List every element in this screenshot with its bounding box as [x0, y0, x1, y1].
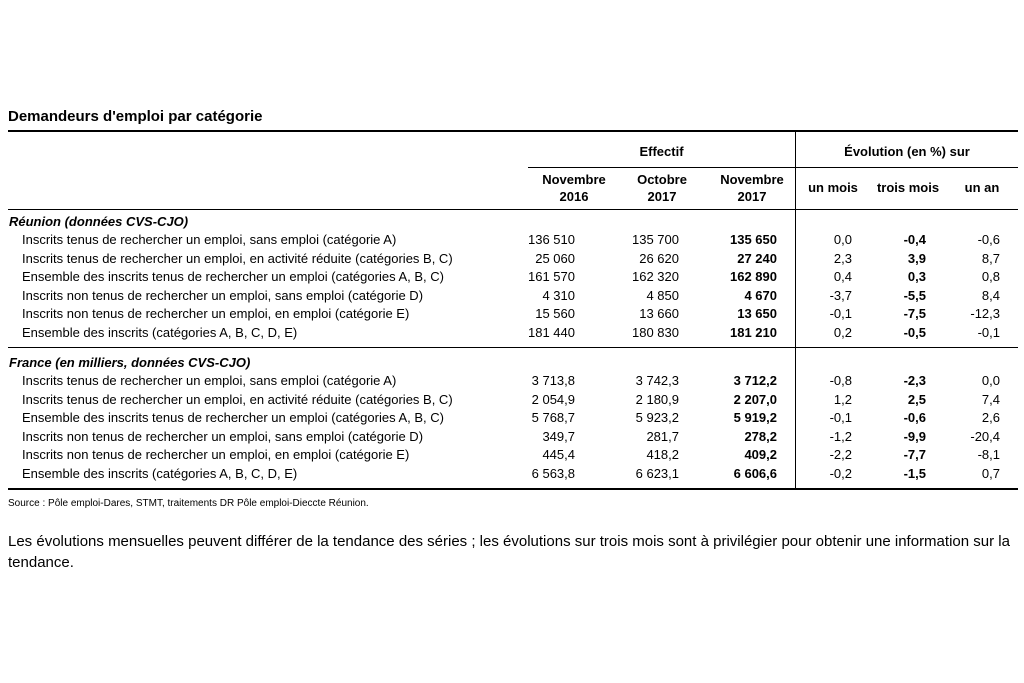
footnote-text: Les évolutions mensuelles peuvent différer de la tendance des séries ; les évolutions sur trois mois sont à privilégier pour obtenir une information sur la tendance.: [8, 533, 1010, 571]
row-label: Inscrits non tenus de rechercher un emploi, en emploi (catégorie E): [22, 447, 410, 463]
value-nov-2016: 136 510: [528, 232, 575, 247]
value-nov-2017: 6 606,6: [733, 466, 777, 481]
value-nov-2016: 349,7: [542, 428, 575, 444]
value-nov-2017: 27 240: [737, 250, 777, 266]
evolution-un-mois: -2,2: [829, 447, 852, 463]
value-oct-2017: 26 620: [639, 250, 679, 266]
value-nov-2016: 181 440: [528, 325, 575, 340]
evolution-un-an: -12,3: [970, 306, 1000, 322]
value-oct-2017: 281,7: [646, 428, 679, 444]
table-row: [0, 372, 1024, 390]
evolution-trois-mois: 0,3: [907, 269, 926, 285]
header-col-nov2016-line2: 2016: [559, 189, 589, 204]
evolution-trois-mois: -7,5: [903, 306, 926, 322]
table-row: [0, 305, 1024, 323]
evolution-trois-mois: -0,6: [903, 410, 926, 426]
evolution-un-an: 0,7: [981, 466, 1000, 481]
table-row: [0, 428, 1024, 446]
evolution-un-an: -20,4: [970, 428, 1000, 444]
table-row: [0, 409, 1024, 427]
header-col-oct2017-line2: 2017: [647, 189, 677, 204]
evolution-un-mois: 0,0: [833, 232, 852, 247]
evolution-un-an: 8,4: [981, 287, 1000, 303]
header-col-oct2017: [618, 171, 706, 205]
table-row: [0, 268, 1024, 286]
header-col-oct2017-line1: Octobre: [637, 172, 687, 187]
value-oct-2017: 418,2: [646, 447, 679, 463]
value-oct-2017: 162 320: [632, 269, 679, 285]
value-oct-2017: 13 660: [639, 306, 679, 322]
header-evolution: Évolution (en %) sur: [844, 144, 970, 159]
evolution-un-mois: 0,4: [833, 269, 852, 285]
evolution-un-an: 2,6: [981, 410, 1000, 426]
value-nov-2017: 4 670: [744, 287, 777, 303]
value-nov-2016: 15 560: [535, 306, 575, 322]
table-row: [0, 250, 1024, 268]
row-label: Inscrits non tenus de rechercher un emploi, en emploi (catégorie E): [22, 306, 410, 322]
table-row: [0, 465, 1024, 483]
value-oct-2017: 5 923,2: [635, 410, 679, 426]
header-col-trois-mois: trois mois: [876, 180, 940, 195]
header-col-nov2017-line2: 2017: [737, 189, 767, 204]
evolution-un-mois: 0,2: [833, 325, 852, 340]
value-oct-2017: 180 830: [632, 325, 679, 340]
table-row: [0, 231, 1024, 249]
value-nov-2016: 161 570: [528, 269, 575, 285]
value-nov-2016: 445,4: [542, 447, 575, 463]
row-label: Inscrits non tenus de rechercher un emploi, sans emploi (catégorie D): [22, 287, 424, 303]
value-oct-2017: 4 850: [646, 287, 679, 303]
row-label: Ensemble des inscrits tenus de rechercher un emploi (catégories A, B, C): [22, 410, 444, 426]
evolution-un-an: -8,1: [977, 447, 1000, 463]
evolution-un-mois: -3,7: [829, 287, 852, 303]
row-label: Ensemble des inscrits (catégories A, B, C, D, E): [22, 325, 298, 340]
table-row: [0, 324, 1024, 342]
evolution-trois-mois: 2,5: [907, 391, 926, 407]
evolution-un-an: -0,6: [977, 232, 1000, 247]
evolution-un-mois: -0,1: [829, 410, 852, 426]
section-divider-rule: [8, 347, 1018, 348]
value-nov-2016: 2 054,9: [531, 391, 575, 407]
evolution-un-mois: -0,8: [829, 373, 852, 388]
evolution-un-mois: -0,1: [829, 306, 852, 322]
evolution-trois-mois: -0,5: [903, 325, 926, 340]
evolution-trois-mois: -9,9: [903, 428, 926, 444]
evolution-trois-mois: -5,5: [903, 287, 926, 303]
row-label: Inscrits tenus de rechercher un emploi, sans emploi (catégorie A): [22, 373, 397, 388]
header-col-nov2017: [708, 171, 796, 205]
header-bottom-rule: [8, 209, 1018, 210]
bottom-rule: [8, 488, 1018, 490]
value-nov-2016: 25 060: [535, 250, 575, 266]
value-nov-2016: 3 713,8: [531, 373, 575, 388]
evolution-trois-mois: 3,9: [907, 250, 926, 266]
evolution-trois-mois: -0,4: [903, 232, 926, 247]
header-effectif: Effectif: [639, 144, 684, 159]
value-nov-2017: 278,2: [744, 428, 777, 444]
source-note: Source : Pôle emploi-Dares, STMT, traitements DR Pôle emploi-Dieccte Réunion.: [8, 498, 369, 509]
header-col-un-an: un an: [964, 180, 1000, 195]
table-title: Demandeurs d'emploi par catégorie: [8, 108, 263, 125]
value-nov-2017: 5 919,2: [733, 410, 777, 426]
evolution-trois-mois: -1,5: [903, 466, 926, 481]
value-nov-2017: 181 210: [730, 325, 777, 340]
evolution-un-mois: 2,3: [833, 250, 852, 266]
value-nov-2016: 4 310: [542, 287, 575, 303]
value-nov-2016: 6 563,8: [531, 466, 575, 481]
evolution-un-an: 0,8: [981, 269, 1000, 285]
value-nov-2017: 162 890: [730, 269, 777, 285]
value-nov-2017: 409,2: [744, 447, 777, 463]
section-title-reunion: Réunion (données CVS-CJO): [9, 214, 189, 229]
evolution-trois-mois: -7,7: [903, 447, 926, 463]
row-label: Inscrits non tenus de rechercher un emploi, sans emploi (catégorie D): [22, 428, 424, 444]
section-title-france: France (en milliers, données CVS-CJO): [9, 355, 251, 370]
table-row: [0, 391, 1024, 409]
evolution-un-mois: -1,2: [829, 428, 852, 444]
value-nov-2017: 13 650: [737, 306, 777, 322]
value-oct-2017: 3 742,3: [635, 373, 679, 388]
row-label: Ensemble des inscrits (catégories A, B, C, D, E): [22, 466, 298, 481]
evolution-un-mois: 1,2: [833, 391, 852, 407]
header-col-nov2016-line1: Novembre: [542, 172, 606, 187]
header-col-nov2017-line1: Novembre: [720, 172, 784, 187]
evolution-trois-mois: -2,3: [903, 373, 926, 388]
evolution-un-an: 0,0: [981, 373, 1000, 388]
value-nov-2017: 2 207,0: [733, 391, 777, 407]
evolution-un-mois: -0,2: [829, 466, 852, 481]
row-label: Ensemble des inscrits tenus de rechercher un emploi (catégories A, B, C): [22, 269, 444, 285]
subheader-rule: [528, 167, 1018, 168]
row-label: Inscrits tenus de rechercher un emploi, en activité réduite (catégories B, C): [22, 250, 453, 266]
header-col-nov2016: [530, 171, 618, 205]
evolution-un-an: 8,7: [981, 250, 1000, 266]
table-row: [0, 287, 1024, 305]
value-oct-2017: 135 700: [632, 232, 679, 247]
value-oct-2017: 6 623,1: [635, 466, 679, 481]
value-oct-2017: 2 180,9: [635, 391, 679, 407]
evolution-un-an: -0,1: [977, 325, 1000, 340]
value-nov-2017: 3 712,2: [733, 373, 777, 388]
header-col-un-mois: un mois: [808, 180, 858, 195]
row-label: Inscrits tenus de rechercher un emploi, sans emploi (catégorie A): [22, 232, 397, 247]
value-nov-2017: 135 650: [730, 232, 777, 247]
top-rule: [8, 130, 1018, 132]
row-label: Inscrits tenus de rechercher un emploi, en activité réduite (catégories B, C): [22, 391, 453, 407]
value-nov-2016: 5 768,7: [531, 410, 575, 426]
table-row: [0, 446, 1024, 464]
evolution-un-an: 7,4: [981, 391, 1000, 407]
